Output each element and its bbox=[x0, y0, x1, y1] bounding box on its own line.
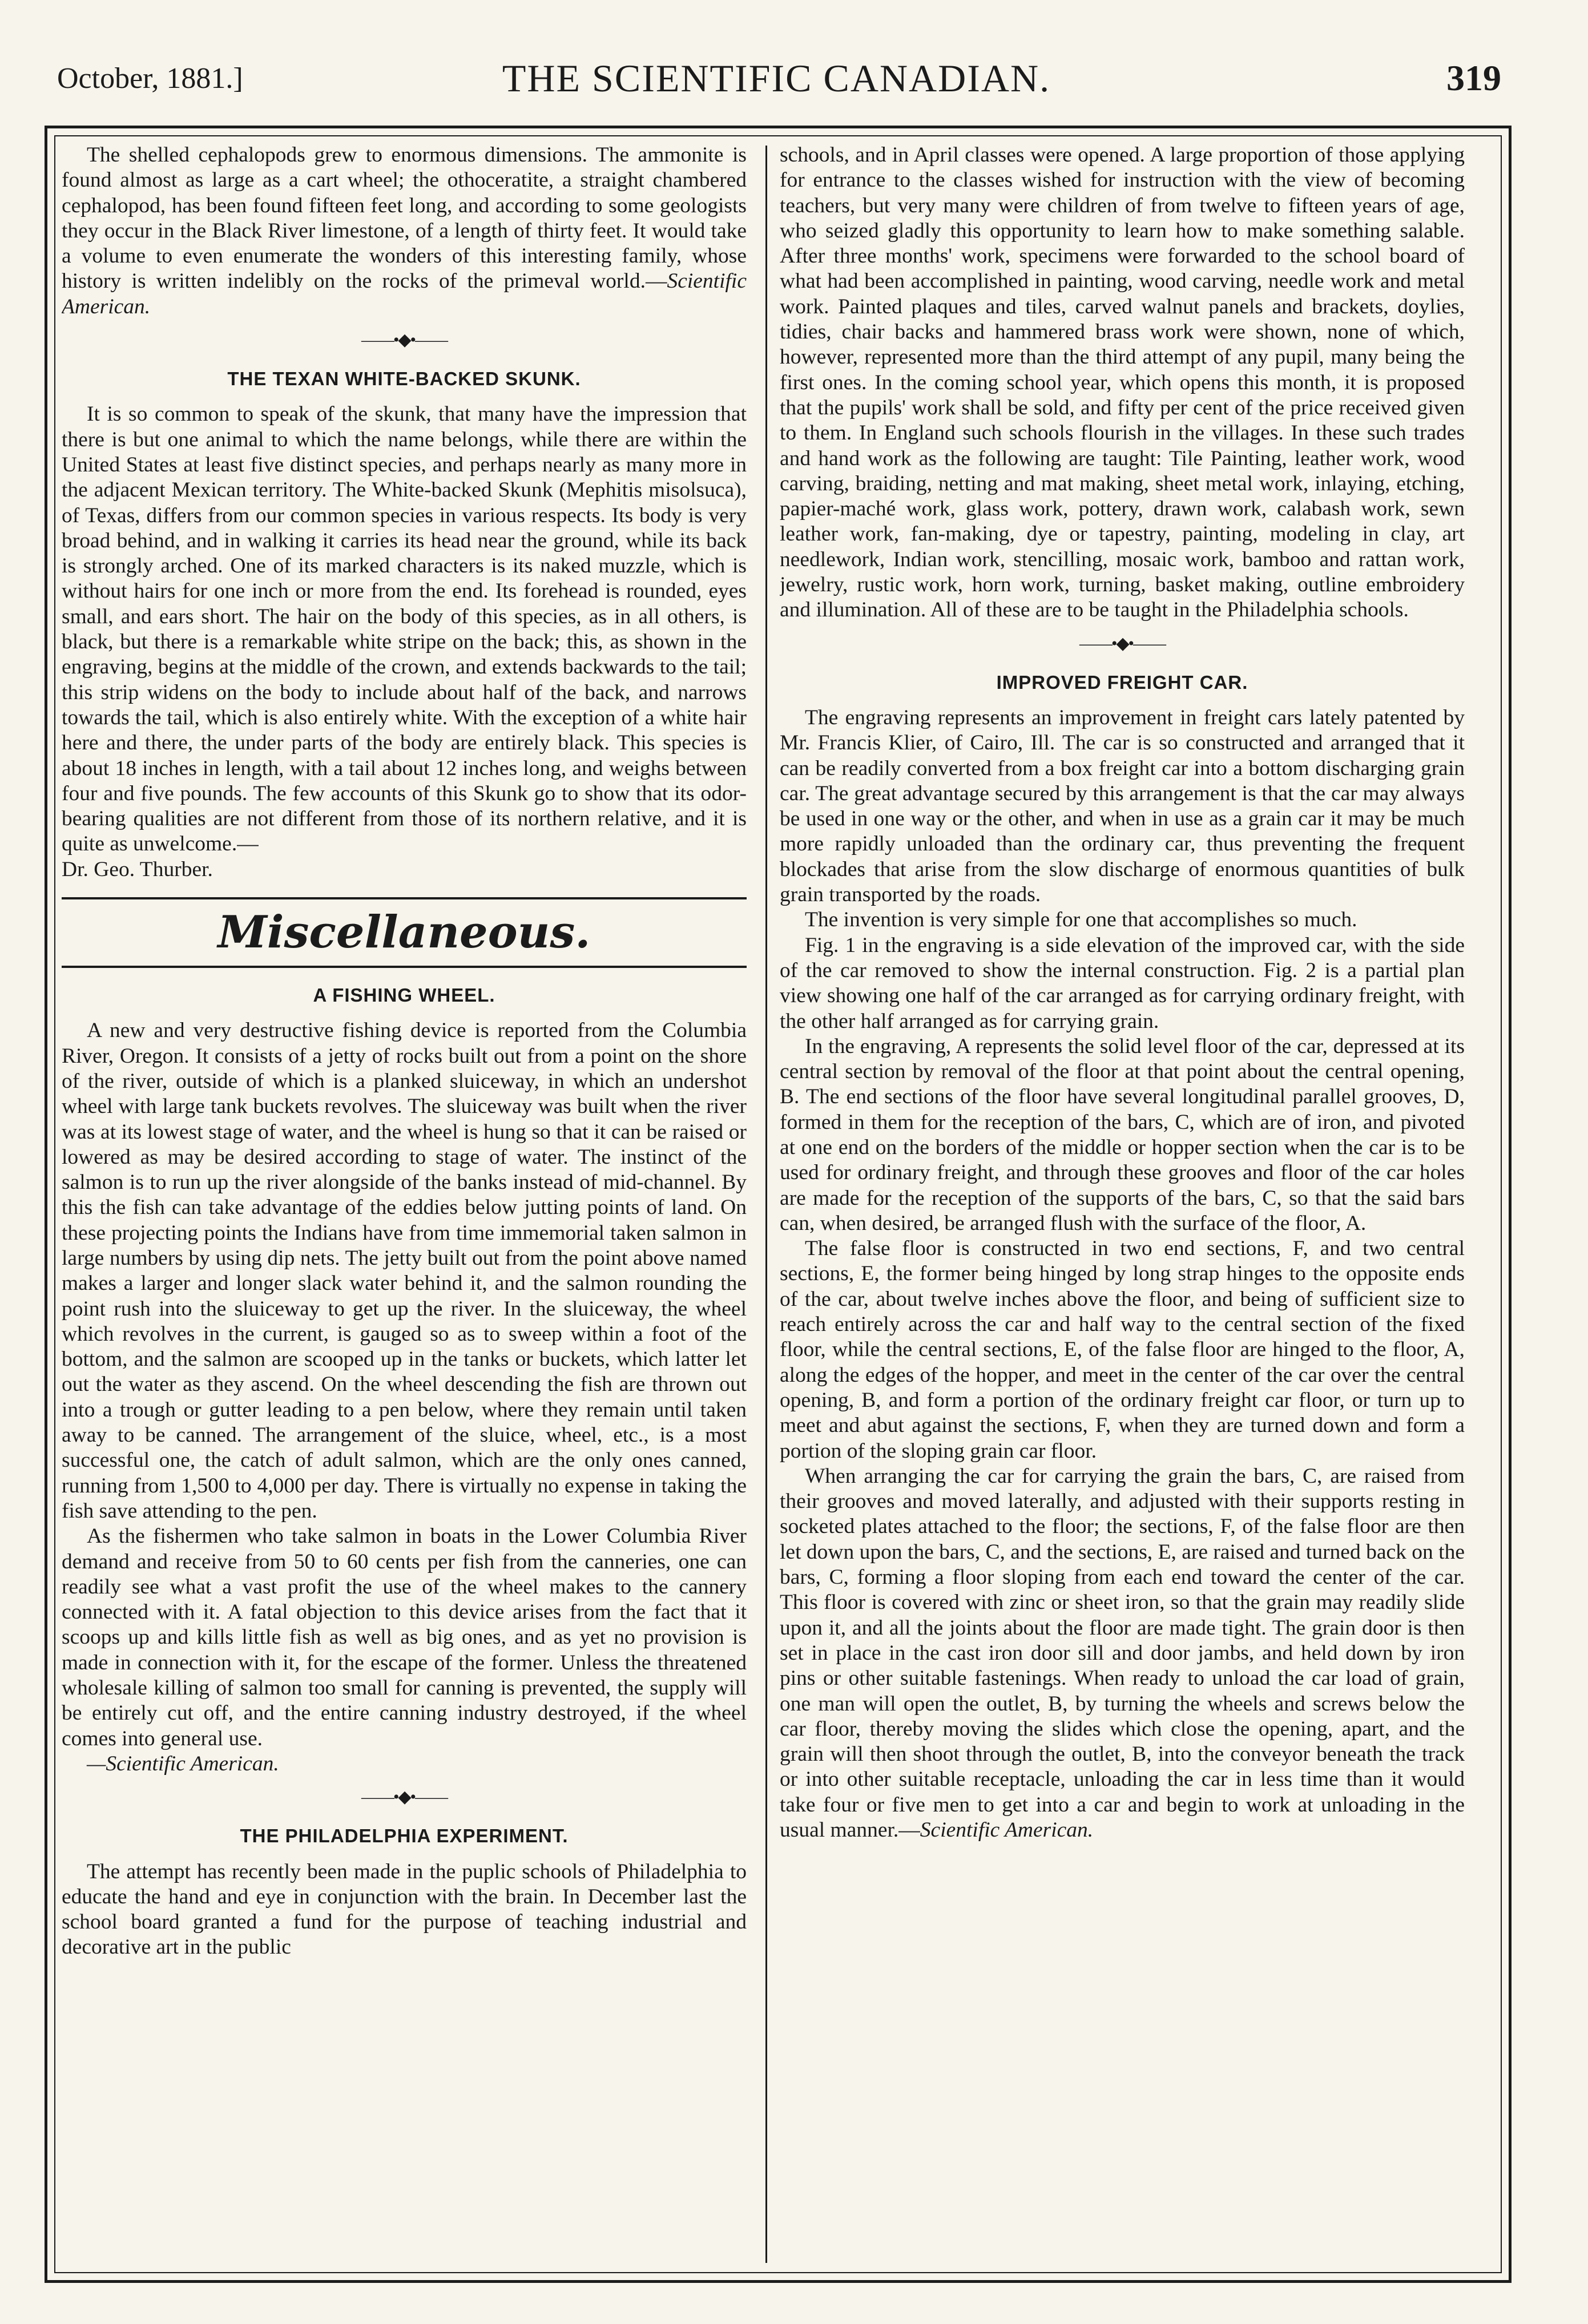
column-rule bbox=[765, 146, 767, 2263]
article-paragraph: schools, and in April classes were opened. A large proportion of those applying for entrance to the classes wished for instruction with the view of becoming teachers, but very many were children of from twelve to fifteen years of age, who seized gladly this opportunity to learn how to make something salable. After three months' work, specimens were forwarded to the school board of what had been accomplished in painting, wood carving, needle work and metal work. Painted plaques and tiles, carved walnut panels and brackets, doylies, tidies, chair backs and hammered brass work were shown, none of which, however, represented more than the third attempt of any pupil, many being the first ones. In the coming school year, which opens this month, it is proposed that the pupils' work shall be sold, and fifty per cent of the price received given to them. In England such schools flourish in the villages. In these such trades and hand work as the following are taught: Tile Painting, leather work, wood carving, braiding, netting and mat making, sheet metal work, inlaying, etching, papier-maché work, glass work, pottery, drawn work, calabash work, sewn leather work, fan-making, dye or tapestry, painting, modeling in clay, art needlework, Indian work, stencilling, mosaic work, bamboo and rattan work, jewelry, rustic work, horn work, turning, basket making, outline embroidery and illumination. All of these are to be taught in the Philadelphia schools. bbox=[780, 143, 1465, 622]
article-title: IMPROVED FREIGHT CAR. bbox=[996, 671, 1248, 693]
section-rule-top bbox=[62, 897, 747, 899]
issue-date: October, 1881.] bbox=[57, 62, 243, 95]
page-number: 319 bbox=[1446, 58, 1501, 98]
left-column bbox=[62, 143, 747, 2254]
article-improved-freight-car bbox=[780, 670, 1465, 1843]
article-paragraph: It is so common to speak of the skunk, that many have the impression that there is but one animal to which the name belongs, while there are within the United States at least five distinct species, and perhaps nearly as many more in the adjacent Mexican territory. The White-backed Skunk (Mephitis misolsuca), of Texas, differs from our common species in various respects. Its body is very broad behind, and in walking it carries its head near the ground, while its back is strongly arched. One of its marked characters is its naked muzzle, which is without hairs for one inch or more from the end. Its forehead is rounded, eyes small, and ears short. The hair on the body of this species, as in all others, is black, but there is a remarkable white stripe on the back; this, as shown in the engraving, begins at the middle of the crown, and extends backwards to the tail; this strip widens on the body to include about half of the back, and narrows towards the tail, which is also entirely white. With the exception of a white hair here and there, the under parts of the body are entirely black. This species is about 18 inches in length, with a tail about 12 inches long, and weighs between four and five pounds. The few accounts of this Skunk go to show that its odor-bearing qualities are not different from those of its northern relative, and it is quite as unwelcome.— bbox=[62, 402, 747, 856]
article-author: Dr. Geo. Thurber. bbox=[62, 857, 213, 881]
article-title: THE TEXAN WHITE-BACKED SKUNK. bbox=[227, 368, 581, 390]
article-paragraph: A new and very destructive fishing device is reported from the Columbia River, Oregon. It consists of a jetty of rocks built out from a point on the shore of the river, outside of which is a planked sluiceway, in which an undershot wheel with large tank buckets revolves. The sluiceway was built when the river was at its lowest stage of water, and the wheel is hung so that it can be raised or lowered as may be desired according to stage of water. The instinct of the salmon is to run up the river alongside of the banks instead of mid-channel. By this the fish can take advantage of the eddies below jutting points of land. On these projecting points the Indians have from time immemorial taken salmon in large numbers by using dip nets. The jetty built out from the point above named makes a larger and longer slack water behind it, and the salmon rounding the point rush into the sluiceway to get up the river. In the sluiceway, the wheel which revolves in the current, is gauged so as to sweep within a foot of the bottom, and the salmon are scooped up in the tanks or buckets, which latter let out the water as they ascend. On the wheel descending the fish are thrown out into a trough or gutter leading to a pen below, where they remain until taken away to be canned. The arrangement of the sluice, wheel, etc., is a most successful one, the catch of adult salmon, which are the only ones canned, running from 1,500 to 4,000 per day. There is virtually no expense in taking the fish save attending to the pen. bbox=[62, 1019, 747, 1523]
article-source: Scientific American. bbox=[920, 1818, 1094, 1842]
article-philadelphia-experiment bbox=[62, 1823, 747, 1960]
article-source: Scientific American. bbox=[62, 269, 747, 318]
right-column bbox=[780, 143, 1465, 2254]
section-heading: Miscellaneous. bbox=[217, 906, 591, 959]
article-paragraph: Fig. 1 in the engraving is a side elevation of the improved car, with the side of the car removed to show the internal construction. Fig. 2 is a partial plan view showing one half of the car arranged as for carrying ordinary freight, with the other half arranged as for carrying grain. bbox=[780, 933, 1465, 1033]
masthead bbox=[46, 51, 1507, 120]
article-paragraph: When arranging the car for carrying the grain the bars, C, are raised from their grooves and moved laterally, and adjusted with their supports resting in socketed plates attached to the floor; the sections, F, of the false floor are then let down upon the bars, C, and the sections, E, are raised and turned back on the bars, C, forming a floor sloping from each end toward the center of the car. This floor is covered with zinc or sheet iron, so that the grain may readily slide upon it, and all the joints about the floor are made tight. The grain door is then set in place in the cast iron door sill and door jambs, and held down by iron pins or other suitable fastenings. When ready to unload the car load of grain, one man will open the outlet, B, by turning the wheels and screws below the car floor, thereby moving the slides which close the opening, apart, and the grain will then shoot through the outlet, B, into the conveyor beneath the track or into other suitable receptacle, unloading the car in less time than it would take four or five men to get into a car and begin to work at unloading in the usual manner.—Scientific American. bbox=[780, 1464, 1465, 1842]
article-paragraph: The attempt has recently been made in the puplic schools of Philadelphia to educate the hand and eye in conjunction with the brain. In December last the school board granted a fund for the purpose of teaching industrial and decorative art in the public bbox=[62, 1859, 747, 1959]
article-fishing-wheel bbox=[62, 983, 747, 1777]
article-cephalopods bbox=[62, 143, 747, 320]
ornamental-divider: ——•◆•—— bbox=[1079, 634, 1166, 653]
article-texan-skunk bbox=[62, 366, 747, 882]
ornamental-divider: ——•◆•—— bbox=[361, 1788, 448, 1807]
section-rule-bottom bbox=[62, 966, 747, 968]
article-paragraph: The false floor is constructed in two end sections, F, and two central sections, E, the former being hinged by long strap hinges to the opposite ends of the car, about twelve inches above the floor, and being of sufficient size to reach entirely across the car and half way to the central section of the fixed floor, while the central sections, E, of the false floor are hinged to the floor, A, along the edges of the hopper, and meet in the center of the car over the central opening, B, and form a portion of the ordinary freight car floor, or turn up to meet and abut against the sections, F, when they are turned down and form a portion of the sloping grain car floor. bbox=[780, 1237, 1465, 1463]
article-philadelphia-continued bbox=[780, 143, 1465, 623]
article-paragraph: As the fishermen who take salmon in boats in the Lower Columbia River demand and receive from 50 to 60 cents per fish from the canneries, one can readily see what a vast profit the use of the wheel makes to the cannery connected with it. A fatal objection to this device arises from the fact that it scoops up and kills little fish as well as big ones, and as yet no provision is made in connection with it, for the escape of the former. Unless the threatened wholesale killing of salmon too small for canning is prevented, the supply will be entirely cut off, and the entire canning industry destroyed, if the wheel comes into general use. bbox=[62, 1524, 747, 1750]
article-paragraph: The engraving represents an improvement in freight cars lately patented by Mr. Francis Klier, of Cairo, Ill. The car is so constructed and arranged that it can be readily converted from a box freight car into a bottom discharging grain car. The great advantage secured by this arrangement is that the car may always be used in one way or the other, and when in use as a grain car it may be much more rapidly unloaded than the ordinary car, thus preventing the frequent blockades that arise from the slow discharge of enormous quantities of bulk grain transported by the roads. bbox=[780, 705, 1465, 907]
article-source: —Scientific American. bbox=[87, 1752, 279, 1776]
publication-title: THE SCIENTIFIC CANADIAN. bbox=[502, 57, 1051, 100]
article-paragraph: In the engraving, A represents the solid level floor of the car, depressed at its central section by removal of the floor at that point about the central opening, B. The end sections of the floor have several longitudinal parallel grooves, D, formed in them for the reception of the bars, C, which are of iron, and pivoted at one end on the borders of the middle or hopper section when the car is to be used for ordinary freight, and through these grooves and floor of the car holes are made for the reception of the supports of the bars, C, so that the said bars can, when desired, be arranged flush with the surface of the floor, A. bbox=[780, 1034, 1465, 1235]
article-title: A FISHING WHEEL. bbox=[313, 985, 495, 1006]
article-title: THE PHILADELPHIA EXPERIMENT. bbox=[240, 1825, 569, 1847]
article-paragraph: The shelled cephalopods grew to enormous dimensions. The ammonite is found almost as large as a cart wheel; the othoceratite, a straight chambered cephalopod, has been found fifteen feet long, and according to some geologists they occur in the Black River limestone, of a length of thirty feet. It would take a volume to even enumerate the wonders of this interesting family, whose history is written indelibly on the rocks of the primeval world.—Scientific American. bbox=[62, 143, 747, 318]
ornamental-divider: ——•◆•—— bbox=[361, 330, 448, 350]
article-paragraph: The invention is very simple for one that accomplishes so much. bbox=[805, 908, 1357, 932]
